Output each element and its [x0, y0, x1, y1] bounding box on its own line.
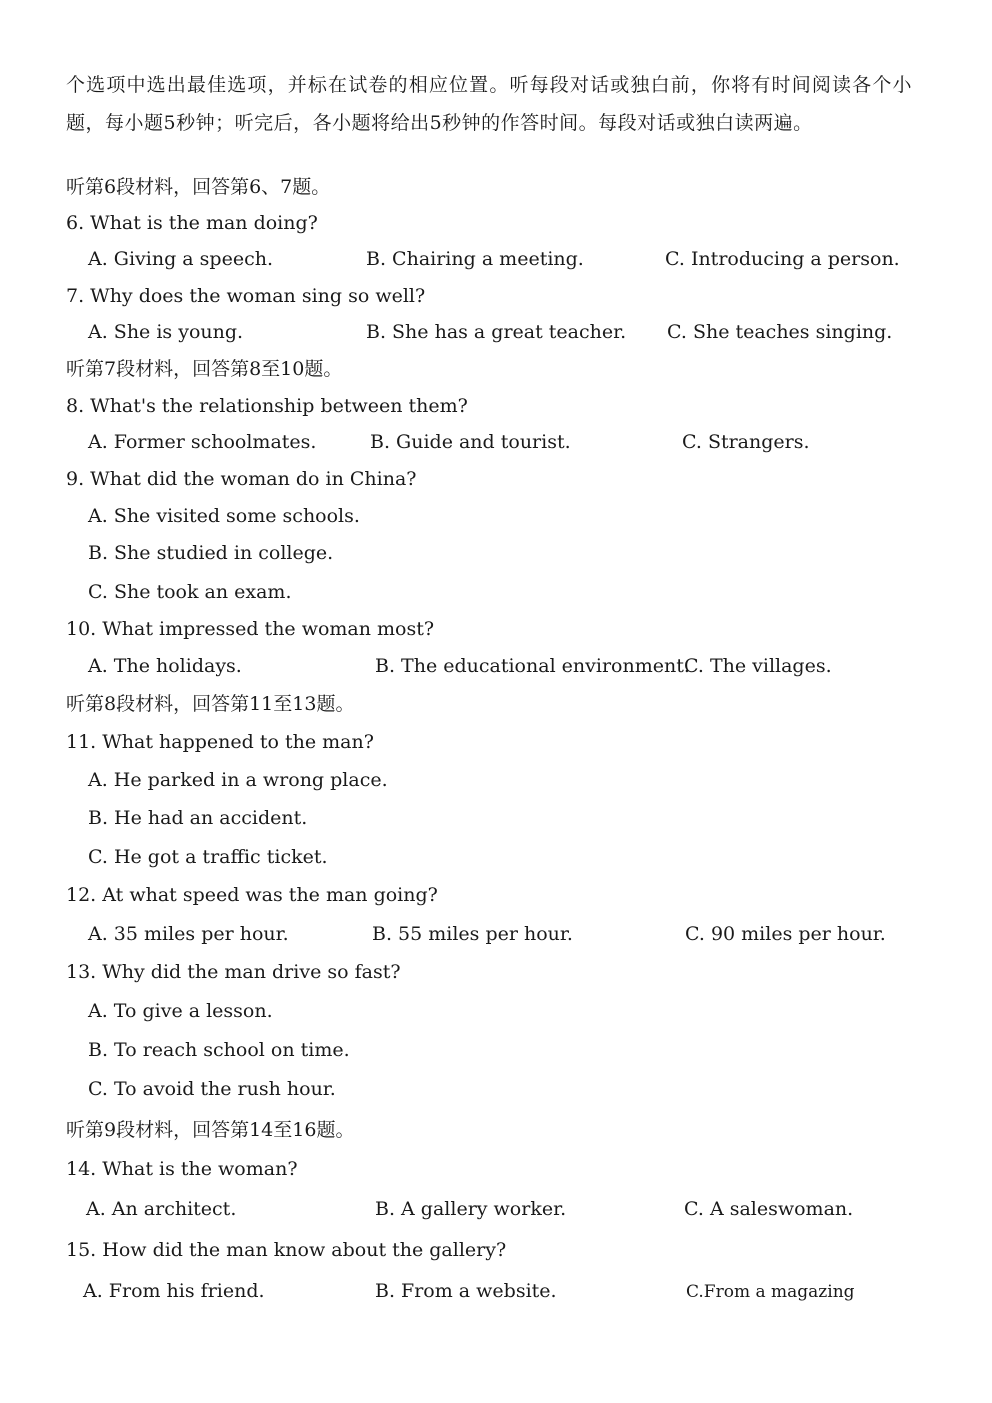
section-heading-7: 听第7段材料，回答第8至10题。 — [66, 358, 343, 380]
question-7-option-a: A. She is young. — [88, 321, 244, 343]
question-13-option-b: B. To reach school on time. — [88, 1039, 350, 1061]
question-6-option-b: B. Chairing a meeting. — [366, 248, 584, 270]
question-11-option-b: B. He had an accident. — [88, 807, 308, 829]
section-heading-9: 听第9段材料，回答第14至16题。 — [66, 1119, 355, 1141]
question-10-option-c: C. The villages. — [684, 655, 832, 677]
question-12-stem: 12. At what speed was the man going? — [66, 884, 438, 906]
question-8-option-b: B. Guide and tourist. — [370, 431, 571, 453]
question-12-option-b: B. 55 miles per hour. — [372, 923, 573, 945]
question-15-stem: 15. How did the man know about the gallery? — [66, 1239, 507, 1261]
question-7-option-c: C. She teaches singing. — [667, 321, 893, 343]
question-12-option-c: C. 90 miles per hour. — [685, 923, 886, 945]
instructions-paragraph: 个选项中选出最佳选项，并标在试卷的相应位置。听每段对话或独白前，你将有时间阅读各个小题，每小题5秒钟；听完后，各小题将给出5秒钟的作答时间。每段对话或独白读两遍。 — [66, 74, 912, 134]
question-14-stem: 14. What is the woman? — [66, 1158, 298, 1180]
question-9-option-c: C. She took an exam. — [88, 581, 292, 603]
question-15-option-a: A. From his friend. — [83, 1280, 265, 1302]
question-9-option-b: B. She studied in college. — [88, 542, 334, 564]
question-11-option-a: A. He parked in a wrong place. — [88, 769, 388, 791]
question-6-option-c: C. Introducing a person. — [665, 248, 900, 270]
question-8-stem: 8. What's the relationship between them? — [66, 395, 468, 417]
question-10-option-a: A. The holidays. — [88, 655, 242, 677]
question-13-stem: 13. Why did the man drive so fast? — [66, 961, 401, 983]
question-11-option-c: C. He got a traffic ticket. — [88, 846, 328, 868]
question-11-stem: 11. What happened to the man? — [66, 731, 374, 753]
section-heading-8: 听第8段材料，回答第11至13题。 — [66, 693, 355, 715]
question-12-option-a: A. 35 miles per hour. — [88, 923, 289, 945]
question-6-stem: 6. What is the man doing? — [66, 212, 318, 234]
question-15-option-c: C.From a magazing — [686, 1282, 855, 1302]
question-14-option-b: B. A gallery worker. — [375, 1198, 567, 1220]
question-14-option-a: A. An architect. — [86, 1198, 237, 1220]
section-heading-6: 听第6段材料，回答第6、7题。 — [66, 176, 331, 198]
question-7-option-b: B. She has a great teacher. — [366, 321, 627, 343]
question-7-stem: 7. Why does the woman sing so well? — [66, 285, 426, 307]
question-13-option-a: A. To give a lesson. — [88, 1000, 273, 1022]
question-9-option-a: A. She visited some schools. — [88, 505, 360, 527]
question-9-stem: 9. What did the woman do in China? — [66, 468, 417, 490]
question-13-option-c: C. To avoid the rush hour. — [88, 1078, 336, 1100]
question-8-option-c: C. Strangers. — [682, 431, 810, 453]
question-15-option-b: B. From a website. — [375, 1280, 557, 1302]
question-14-option-c: C. A saleswoman. — [684, 1198, 854, 1220]
question-10-stem: 10. What impressed the woman most? — [66, 618, 435, 640]
question-6-option-a: A. Giving a speech. — [88, 248, 273, 270]
question-8-option-a: A. Former schoolmates. — [88, 431, 317, 453]
question-10-option-b: B. The educational environment. — [375, 655, 690, 677]
